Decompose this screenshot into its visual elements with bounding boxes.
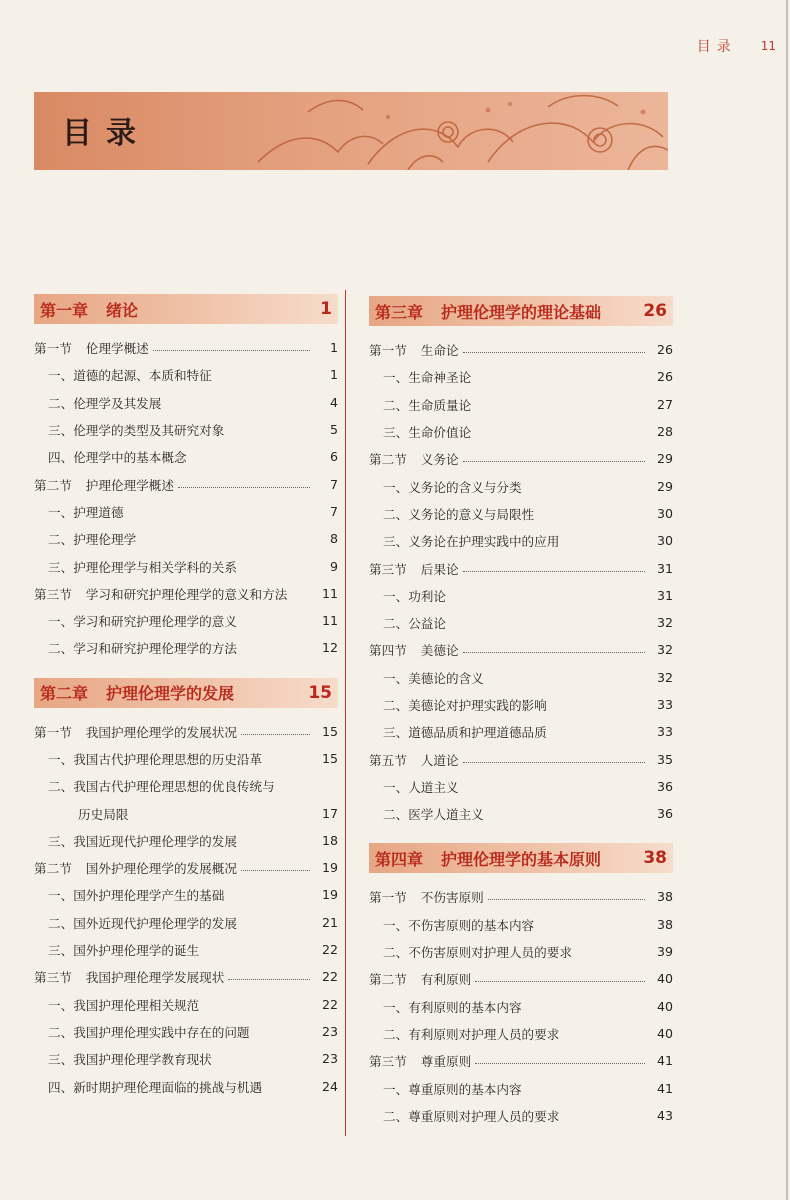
item-title: 一、道德的起源、本质和特征 bbox=[48, 368, 212, 384]
entry-page: 26 bbox=[656, 369, 673, 385]
item-title: 二、义务论的意义与局限性 bbox=[383, 506, 535, 522]
section-number: 第一节 bbox=[369, 343, 407, 359]
item-title: 三、道德品质和护理道德品质 bbox=[383, 725, 547, 741]
item-title: 二、有利原则对护理人员的要求 bbox=[383, 1026, 560, 1042]
item-title: 三、我国近现代护理伦理学的发展 bbox=[48, 833, 237, 849]
item-title: 四、新时期护理伦理面临的挑战与机遇 bbox=[48, 1079, 263, 1095]
chapter-heading[interactable] bbox=[369, 843, 673, 873]
entry-page: 15 bbox=[321, 723, 338, 739]
running-head-label: 目录 bbox=[696, 39, 737, 55]
chapter-heading[interactable] bbox=[369, 296, 673, 326]
entry-page: 19 bbox=[321, 887, 338, 903]
toc-item-entry[interactable] bbox=[34, 1072, 338, 1099]
section-number: 第三节 bbox=[369, 1054, 407, 1070]
item-title: 一、护理道德 bbox=[48, 504, 124, 520]
section-title: 伦理学概述 bbox=[85, 341, 149, 357]
toc-item-entry[interactable] bbox=[369, 1102, 673, 1129]
chapter-number: 第二章 bbox=[40, 684, 89, 704]
dot-leader bbox=[241, 734, 310, 735]
toc-section-entry[interactable] bbox=[34, 854, 338, 881]
toc-item-entry[interactable] bbox=[34, 1045, 338, 1072]
item-title: 一、有利原则的基本内容 bbox=[383, 999, 522, 1015]
entry-page: 5 bbox=[329, 422, 338, 438]
toc-item-entry[interactable] bbox=[34, 634, 338, 661]
item-title: 二、医学人道主义 bbox=[383, 807, 484, 823]
toc-item-entry[interactable] bbox=[34, 552, 338, 579]
entry-page: 22 bbox=[321, 969, 338, 985]
item-title: 三、伦理学的类型及其研究对象 bbox=[48, 423, 225, 439]
entry-page: 29 bbox=[656, 478, 673, 494]
dot-leader bbox=[463, 461, 645, 462]
entry-page: 12 bbox=[321, 640, 338, 656]
item-title: 二、美德论对护理实践的影响 bbox=[383, 698, 547, 713]
section-title: 后果论 bbox=[420, 561, 459, 577]
entry-page: 27 bbox=[656, 396, 673, 412]
section-number: 第一节 bbox=[34, 341, 72, 357]
entry-page: 33 bbox=[656, 724, 673, 740]
entry-page: 6 bbox=[329, 449, 338, 465]
dot-leader bbox=[228, 979, 310, 980]
section-number: 第一节 bbox=[34, 724, 72, 740]
entry-page: 36 bbox=[656, 778, 673, 794]
entry-page: 32 bbox=[656, 615, 673, 631]
chapter-heading[interactable] bbox=[34, 294, 338, 324]
toc-item-entry[interactable] bbox=[34, 772, 338, 799]
item-title: 三、护理伦理学与相关学科的关系 bbox=[48, 559, 237, 575]
toc-item-entry[interactable] bbox=[369, 609, 673, 636]
chapter-number: 第三章 bbox=[375, 302, 424, 322]
toc-item-continuation[interactable] bbox=[34, 799, 338, 826]
toc-section-entry[interactable] bbox=[34, 963, 338, 990]
entry-page: 22 bbox=[321, 996, 338, 1012]
entry-page: 28 bbox=[656, 424, 673, 440]
item-title: 二、尊重原则对护理人员的要求 bbox=[383, 1108, 560, 1124]
toc-item-entry[interactable] bbox=[369, 1074, 673, 1101]
wave-pattern-icon bbox=[248, 92, 668, 170]
item-title: 三、义务论在护理实践中的应用 bbox=[383, 534, 560, 550]
entry-page: 11 bbox=[321, 585, 338, 601]
item-title: 一、我国古代护理伦理思想的历史沿革 bbox=[48, 752, 263, 767]
item-title: 三、我国护理伦理学教育现状 bbox=[48, 1052, 212, 1068]
item-title: 一、我国护理伦理相关规范 bbox=[48, 997, 200, 1013]
item-title: 一、不伤害原则的基本内容 bbox=[383, 917, 535, 933]
toc-item-entry[interactable] bbox=[34, 389, 338, 416]
chapter-page: 26 bbox=[643, 301, 667, 321]
toc-item-entry[interactable] bbox=[369, 664, 673, 691]
section-title: 护理伦理学概述 bbox=[85, 477, 174, 493]
entry-page: 35 bbox=[656, 751, 673, 767]
toc-item-entry[interactable] bbox=[369, 418, 673, 445]
toc-item-entry[interactable] bbox=[369, 911, 673, 938]
entry-page: 41 bbox=[656, 1080, 673, 1096]
item-title: 一、国外护理伦理学产生的基础 bbox=[48, 888, 225, 904]
entry-page: 38 bbox=[656, 889, 673, 905]
item-title: 二、我国古代护理伦理思想的优良传统与 bbox=[48, 779, 275, 795]
toc-section-entry[interactable] bbox=[34, 580, 338, 607]
toc-item-entry[interactable] bbox=[34, 881, 338, 908]
toc-item-entry[interactable] bbox=[369, 472, 673, 499]
item-title: 一、学习和研究护理伦理学的意义 bbox=[48, 614, 237, 630]
toc-item-entry[interactable] bbox=[369, 391, 673, 418]
page-title: 目录 bbox=[62, 116, 150, 151]
toc-item-entry[interactable] bbox=[369, 1020, 673, 1047]
toc-item-entry[interactable] bbox=[369, 582, 673, 609]
section-number: 第三节 bbox=[34, 970, 72, 986]
toc-section-entry[interactable] bbox=[34, 334, 338, 361]
entry-page: 41 bbox=[656, 1053, 673, 1069]
item-title: 二、学习和研究护理伦理学的方法 bbox=[48, 641, 237, 657]
dot-leader bbox=[463, 352, 645, 353]
dot-leader bbox=[475, 981, 645, 982]
item-title: 三、国外护理伦理学的诞生 bbox=[48, 943, 200, 959]
entry-page: 22 bbox=[321, 942, 338, 958]
toc-item-entry[interactable] bbox=[34, 991, 338, 1018]
toc-item-entry[interactable] bbox=[369, 938, 673, 965]
toc-item-entry[interactable] bbox=[34, 416, 338, 443]
item-title: 二、不伤害原则对护理人员的要求 bbox=[383, 945, 572, 961]
entry-page: 32 bbox=[656, 669, 673, 685]
section-number: 第二节 bbox=[369, 452, 407, 468]
entry-page: 19 bbox=[321, 860, 338, 876]
chapter-heading[interactable] bbox=[34, 678, 338, 708]
item-title: 四、伦理学中的基本概念 bbox=[48, 450, 187, 466]
toc-item-entry[interactable] bbox=[34, 827, 338, 854]
chapter-title: 护理伦理学的理论基础 bbox=[441, 302, 602, 322]
item-title: 一、义务论的含义与分类 bbox=[383, 479, 522, 495]
entry-page: 39 bbox=[656, 944, 673, 960]
chapter-title: 护理伦理学的基本原则 bbox=[441, 849, 602, 869]
section-title: 有利原则 bbox=[420, 972, 472, 988]
toc-left-column bbox=[34, 294, 338, 1100]
toc-section-entry[interactable] bbox=[369, 636, 673, 663]
section-number: 第三节 bbox=[34, 586, 72, 602]
entry-page: 30 bbox=[656, 533, 673, 549]
entry-page: 1 bbox=[329, 340, 338, 356]
toc-item-entry[interactable] bbox=[369, 718, 673, 745]
section-title: 美德论 bbox=[420, 643, 459, 659]
entry-page: 38 bbox=[656, 916, 673, 932]
entry-page: 21 bbox=[321, 914, 338, 930]
entry-page: 43 bbox=[656, 1107, 673, 1123]
entry-page: 9 bbox=[329, 558, 338, 574]
entry-page: 33 bbox=[656, 697, 673, 712]
item-title: 二、公益论 bbox=[383, 616, 446, 632]
entry-page: 31 bbox=[656, 587, 673, 603]
chapter-page: 38 bbox=[643, 848, 667, 869]
toc-section-entry[interactable] bbox=[34, 470, 338, 497]
toc-section-entry[interactable] bbox=[369, 445, 673, 472]
section-number: 第三节 bbox=[369, 561, 407, 577]
toc-item-entry[interactable] bbox=[34, 936, 338, 963]
section-number: 第五节 bbox=[369, 752, 407, 768]
toc-section-entry[interactable] bbox=[369, 745, 673, 772]
entry-page: 4 bbox=[329, 394, 338, 410]
entry-page: 30 bbox=[656, 505, 673, 521]
page-edge-line bbox=[786, 0, 788, 1200]
item-title: 一、生命神圣论 bbox=[383, 370, 472, 386]
item-title: 二、国外近现代护理伦理学的发展 bbox=[48, 915, 237, 931]
item-title: 二、我国护理伦理实践中存在的问题 bbox=[48, 1024, 250, 1040]
toc-item-entry[interactable] bbox=[34, 443, 338, 470]
running-head bbox=[697, 36, 776, 56]
toc-item-entry[interactable] bbox=[369, 500, 673, 527]
entry-page: 40 bbox=[656, 971, 673, 987]
toc-item-entry[interactable] bbox=[369, 773, 673, 800]
section-title: 义务论 bbox=[420, 452, 459, 468]
toc-banner bbox=[34, 92, 668, 170]
entry-page: 15 bbox=[321, 751, 338, 766]
section-number: 第四节 bbox=[369, 643, 407, 659]
section-title: 我国护理伦理学的发展状况 bbox=[85, 724, 237, 740]
item-title: 历史局限 bbox=[78, 806, 129, 822]
entry-page: 7 bbox=[329, 476, 338, 492]
entry-page: 23 bbox=[321, 1051, 338, 1067]
toc-item-entry[interactable] bbox=[34, 745, 338, 772]
item-title: 一、尊重原则的基本内容 bbox=[383, 1081, 522, 1097]
section-number: 第二节 bbox=[34, 477, 72, 493]
dot-leader bbox=[475, 1063, 645, 1064]
chapter-page: 15 bbox=[308, 682, 332, 703]
item-title: 二、伦理学及其发展 bbox=[48, 395, 162, 411]
dot-leader bbox=[463, 571, 645, 572]
toc-item-entry[interactable] bbox=[369, 993, 673, 1020]
chapter-number: 第一章 bbox=[40, 300, 89, 320]
toc-item-entry[interactable] bbox=[369, 363, 673, 390]
toc-section-entry[interactable] bbox=[369, 336, 673, 363]
toc-item-entry[interactable] bbox=[34, 1018, 338, 1045]
entry-page: 29 bbox=[656, 451, 673, 467]
entry-page: 18 bbox=[321, 832, 338, 848]
item-title: 一、功利论 bbox=[383, 588, 446, 604]
item-title: 二、护理伦理学 bbox=[48, 532, 137, 548]
entry-page: 31 bbox=[656, 560, 673, 576]
toc-section-entry[interactable] bbox=[369, 1047, 673, 1074]
section-number: 第二节 bbox=[34, 861, 72, 877]
section-title: 不伤害原则 bbox=[420, 890, 484, 906]
item-title: 一、人道主义 bbox=[383, 779, 459, 795]
section-title: 尊重原则 bbox=[420, 1054, 472, 1070]
item-title: 一、美德论的含义 bbox=[383, 670, 484, 686]
page-number: 11 bbox=[760, 39, 776, 53]
section-title: 人道论 bbox=[420, 752, 459, 768]
entry-page: 23 bbox=[321, 1023, 338, 1039]
toc-right-column bbox=[369, 296, 673, 1129]
item-title: 二、生命质量论 bbox=[383, 397, 472, 413]
toc-item-entry[interactable] bbox=[34, 909, 338, 936]
section-number: 第一节 bbox=[369, 890, 407, 906]
entry-page: 40 bbox=[656, 998, 673, 1014]
toc-item-entry[interactable] bbox=[369, 800, 673, 827]
dot-leader bbox=[153, 350, 310, 351]
dot-leader bbox=[488, 899, 645, 900]
entry-page: 11 bbox=[321, 613, 338, 629]
section-title: 生命论 bbox=[420, 343, 459, 359]
item-title: 三、生命价值论 bbox=[383, 425, 472, 441]
chapter-number: 第四章 bbox=[375, 849, 424, 869]
toc-item-entry[interactable] bbox=[369, 691, 673, 718]
column-divider bbox=[345, 290, 346, 1136]
entry-page: 8 bbox=[329, 531, 338, 547]
dot-leader bbox=[241, 870, 310, 871]
toc-item-entry[interactable] bbox=[34, 525, 338, 552]
chapter-page: 1 bbox=[320, 299, 332, 319]
entry-page: 7 bbox=[329, 503, 338, 519]
dot-leader bbox=[463, 762, 645, 763]
entry-page: 17 bbox=[321, 805, 338, 821]
toc-item-entry[interactable] bbox=[369, 527, 673, 554]
entry-page: 26 bbox=[656, 342, 673, 358]
toc-section-entry[interactable] bbox=[369, 965, 673, 992]
section-title: 学习和研究护理伦理学的意义和方法 bbox=[85, 586, 288, 602]
entry-page: 36 bbox=[656, 806, 673, 822]
toc-item-entry[interactable] bbox=[34, 361, 338, 388]
toc-section-entry[interactable] bbox=[369, 554, 673, 581]
entry-page: 40 bbox=[656, 1025, 673, 1041]
section-title: 国外护理伦理学的发展概况 bbox=[85, 861, 237, 877]
toc-section-entry[interactable] bbox=[369, 883, 673, 910]
entry-page: 24 bbox=[321, 1078, 338, 1094]
section-number: 第二节 bbox=[369, 972, 407, 988]
toc-item-entry[interactable] bbox=[34, 498, 338, 525]
section-title: 我国护理伦理学发展现状 bbox=[85, 970, 225, 986]
toc-item-entry[interactable] bbox=[34, 607, 338, 634]
chapter-title: 护理伦理学的发展 bbox=[106, 684, 235, 704]
entry-page: 32 bbox=[656, 642, 673, 658]
entry-page: 1 bbox=[329, 367, 338, 383]
dot-leader bbox=[178, 487, 310, 488]
dot-leader bbox=[463, 652, 645, 653]
toc-section-entry[interactable] bbox=[34, 718, 338, 745]
chapter-title: 绪论 bbox=[106, 300, 139, 320]
